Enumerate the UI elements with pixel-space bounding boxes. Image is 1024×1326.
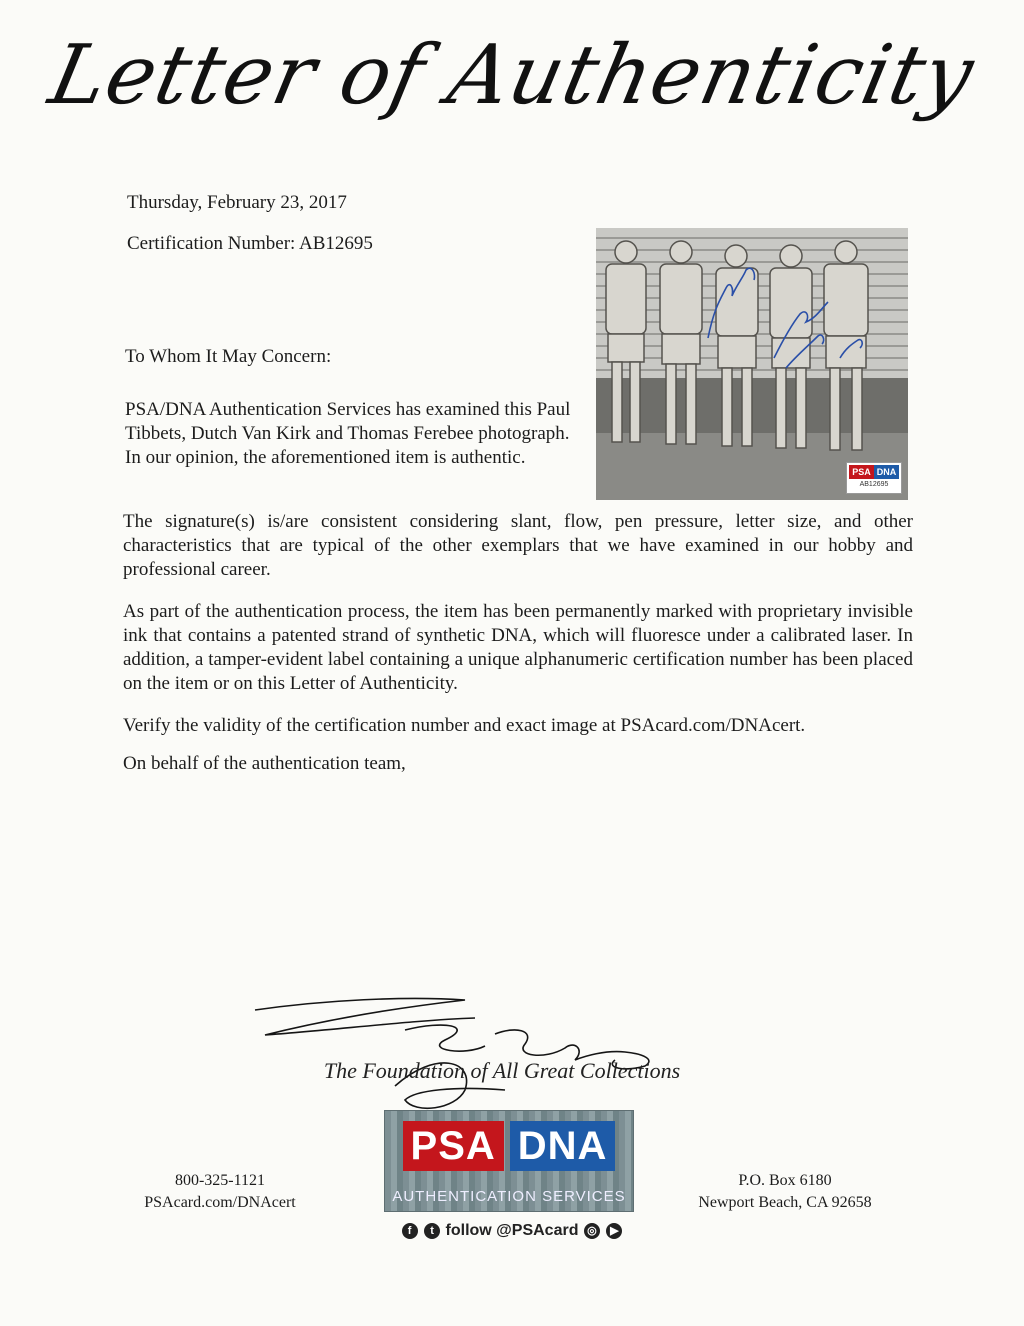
contact-phone-web (140, 1170, 300, 1214)
photograph-image (596, 228, 908, 500)
psa-dna-logo (384, 1110, 634, 1212)
tamper-evident-label (846, 462, 902, 494)
paragraph-consistency: The signature(s) is/are consistent considering slant, flow, pen pressure, letter size, and other characteristics that are typical of the other exemplars that we have examined in our hobby and professional career. (123, 511, 913, 580)
tagline (0, 1058, 1024, 1084)
page-title: Letter of Authenticity (41, 28, 983, 123)
phone-number: 800-325-1121 (174, 1172, 266, 1189)
salutation: To Whom It May Concern: (125, 346, 332, 367)
social-follow (0, 1222, 1024, 1240)
youtube-icon[interactable]: ▶ (606, 1223, 622, 1239)
certification-number: Certification Number: AB12695 (127, 233, 373, 254)
city-address: Newport Beach, CA 92658 (698, 1194, 872, 1211)
facebook-icon[interactable]: f (402, 1223, 418, 1239)
logo-psa: PSA (403, 1121, 504, 1171)
twitter-icon[interactable]: t (424, 1223, 440, 1239)
po-box: P.O. Box 6180 (738, 1172, 832, 1189)
tagline-text: The Foundation of All Great Collections (323, 1058, 681, 1083)
letter-date: Thursday, February 23, 2017 (127, 192, 347, 213)
label-dna-logo: DNA (874, 465, 899, 479)
follow-handle[interactable]: follow @PSAcard (445, 1222, 579, 1239)
paragraph-closing: On behalf of the authentication team, (123, 753, 406, 774)
label-psa-logo: PSA (849, 465, 874, 479)
website-link[interactable]: PSAcard.com/DNAcert (144, 1194, 296, 1211)
paragraph-process: As part of the authentication process, the item has been permanently marked with proprietary invisible ink that contains a patented strand of synthetic DNA, which will fluoresce under a calibrated laser. In addition, a tamper-evident label containing a unique alphanumeric certification number has been placed on the item or on this Letter of Authenticity. (123, 601, 913, 694)
logo-dna: DNA (510, 1121, 616, 1171)
contact-address (690, 1170, 880, 1214)
label-cert-number: AB12695 (859, 481, 889, 488)
paragraph-verify: Verify the validity of the certification number and exact image at PSAcard.com/DNAcert. (123, 715, 806, 736)
signed-photograph (596, 228, 908, 500)
paragraph-examination: PSA/DNA Authentication Services has examined this Paul Tibbets, Dutch Van Kirk and Thomas Ferebee photograph. In our opinion, the aforementioned item is authentic. (125, 399, 571, 468)
logo-services-text: AUTHENTICATION SERVICES (392, 1188, 626, 1205)
instagram-icon[interactable]: ◎ (584, 1223, 600, 1239)
